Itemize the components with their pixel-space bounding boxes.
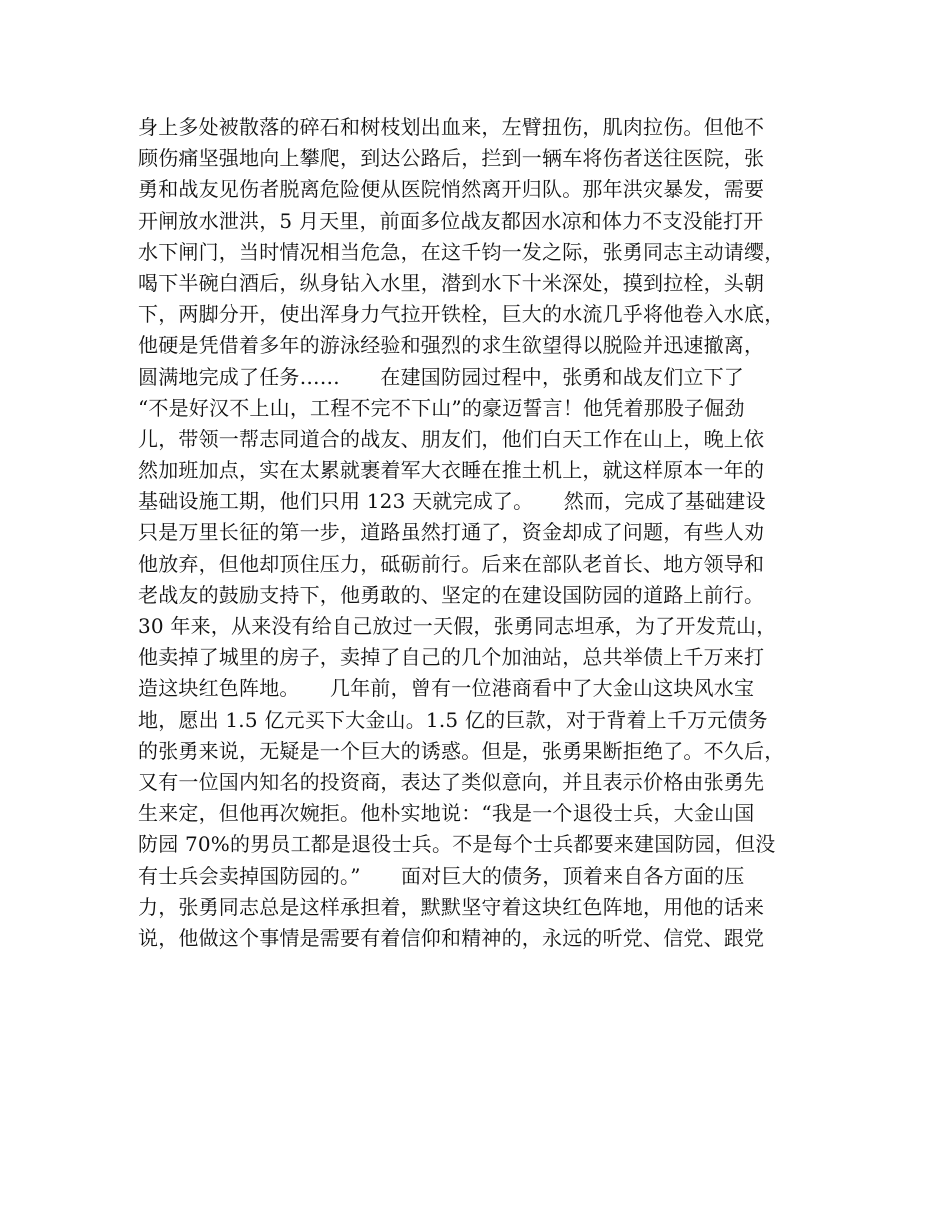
text-line: 水下闸门，当时情况相当危急，在这千钧一发之际，张勇同志主动请缨， (138, 239, 785, 264)
text-line: 只是万里长征的第一步，道路虽然打通了，资金却成了问题，有些人劝 (138, 520, 765, 545)
text-line: 造这块红色阵地。 几年前，曾有一位港商看中了大金山这块风水宝 (138, 676, 755, 701)
text-line: 开闸放水泄洪，5 月天里，前面多位战友都因水凉和体力不支没能打开 (138, 208, 764, 233)
text-line: 他卖掉了城里的房子，卖掉了自己的几个加油站，总共举债上千万来打 (138, 645, 765, 670)
text-line: 防园 70%的男员工都是退役士兵。不是每个士兵都要来建国防园，但没 (138, 832, 776, 857)
text-line: 儿，带领一帮志同道合的战友、朋友们，他们白天工作在山上，晚上依 (138, 426, 765, 451)
text-line: 他放弃，但他却顶住压力，砥砺前行。后来在部队老首长、地方领导和 (138, 551, 765, 576)
text-line: 力，张勇同志总是这样承担着，默默坚守着这块红色阵地，用他的话来 (138, 894, 765, 919)
body-text (138, 112, 828, 954)
text-line: “不是好汉不上山，工程不完不下山”的豪迈誓言！他凭着那股子倔劲 (138, 395, 745, 420)
text-line: 老战友的鼓励支持下，他勇敢的、坚定的在建设国防园的道路上前行。 (138, 582, 765, 607)
text-line: 顾伤痛坚强地向上攀爬，到达公路后，拦到一辆车将伤者送往医院，张 (138, 146, 765, 171)
text-line: 生来定，但他再次婉拒。他朴实地说：“我是一个退役士兵，大金山国 (138, 801, 755, 826)
text-line: 的张勇来说，无疑是一个巨大的诱惑。但是，张勇果断拒绝了。不久后， (138, 738, 785, 763)
text-line: 下，两脚分开，使出浑身力气拉开铁栓，巨大的水流几乎将他卷入水底， (138, 302, 785, 327)
text-line: 有士兵会卖掉国防园的。” 面对巨大的债务，顶着来自各方面的压 (138, 863, 745, 888)
text-line: 圆满地完成了任务…… 在建国防园过程中，张勇和战友们立下了 (138, 364, 744, 389)
text-line: 30 年来，从来没有给自己放过一天假，张勇同志坦承，为了开发荒山， (138, 614, 777, 638)
text-line: 地，愿出 1.5 亿元买下大金山。1.5 亿的巨款，对于背着上千万元债务 (138, 707, 768, 732)
text-line: 身上多处被散落的碎石和树枝划出血来，左臂扭伤，肌肉拉伤。但他不 (138, 115, 765, 139)
text-line: 他硬是凭借着多年的游泳经验和强烈的求生欲望得以脱险并迅速撤离， (138, 333, 765, 358)
text-line: 又有一位国内知名的投资商，表达了类似意向，并且表示价格由张勇先 (138, 769, 765, 794)
text-line: 基础设施工期，他们只用 123 天就完成了。 然而，完成了基础建设 (138, 489, 766, 514)
text-line: 喝下半碗白酒后，纵身钻入水里，潜到水下十米深处，摸到拉栓，头朝 (138, 270, 765, 295)
text-line: 说，他做这个事情是需要有着信仰和精神的，永远的听党、信党、跟党 (138, 925, 765, 950)
text-line: 然加班加点，实在太累就裹着军大衣睡在推土机上，就这样原本一年的 (138, 458, 765, 483)
text-line: 勇和战友见伤者脱离危险便从医院悄然离开归队。那年洪灾暴发，需要 (138, 177, 765, 202)
